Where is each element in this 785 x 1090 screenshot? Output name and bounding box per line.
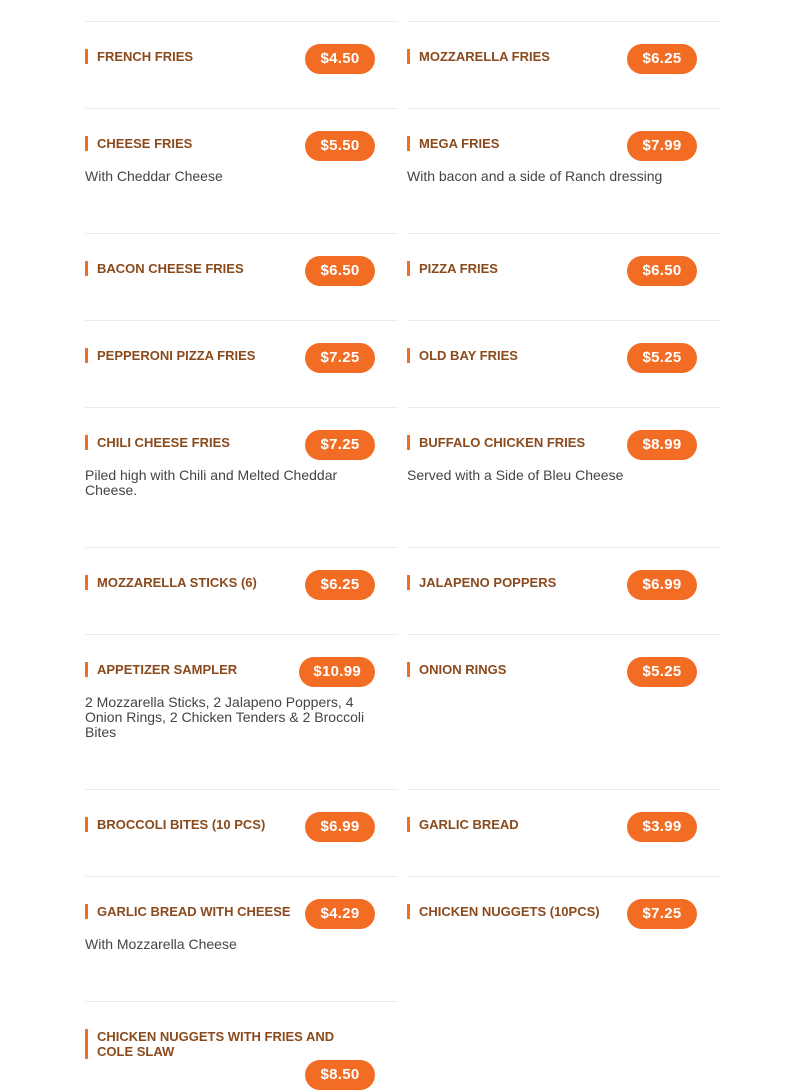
menu-item (85, 876, 398, 952)
item-name: APPETIZER SAMPLER (85, 662, 237, 677)
menu-item (85, 233, 398, 279)
item-name: MOZZARELLA STICKS (6) (85, 575, 257, 590)
item-price: $6.50 (305, 256, 375, 286)
menu-item (407, 320, 720, 366)
item-name: BACON CHEESE FRIES (85, 261, 244, 276)
menu-item (85, 320, 398, 366)
item-name: GARLIC BREAD (407, 817, 519, 832)
item-price: $4.50 (305, 44, 375, 74)
menu-item (85, 789, 398, 835)
item-name: PEPPERONI PIZZA FRIES (85, 348, 255, 363)
item-description: With Mozzarella Cheese (85, 936, 237, 952)
menu-item (407, 547, 720, 593)
menu-item (85, 1001, 398, 1083)
menu-item (85, 21, 398, 67)
item-price: $7.25 (305, 430, 375, 460)
menu-item (85, 634, 398, 740)
item-price: $6.25 (627, 44, 697, 74)
item-price: $7.99 (627, 131, 697, 161)
menu-item (407, 876, 720, 922)
item-name: OLD BAY FRIES (407, 348, 518, 363)
item-description: Piled high with Chili and Melted Cheddar Cheese. (85, 467, 338, 498)
menu-item (407, 233, 720, 279)
item-price: $5.50 (305, 131, 375, 161)
item-name: MOZZARELLA FRIES (407, 49, 550, 64)
item-price: $6.50 (627, 256, 697, 286)
menu-item (407, 108, 720, 184)
item-price: $5.25 (627, 343, 697, 373)
item-name: JALAPENO POPPERS (407, 575, 556, 590)
item-name: CHILI CHEESE FRIES (85, 435, 230, 450)
menu-item (407, 407, 720, 483)
item-description: Served with a Side of Bleu Cheese (407, 467, 624, 483)
item-price: $7.25 (627, 899, 697, 929)
item-name: CHICKEN NUGGETS (10PCS) (407, 904, 600, 919)
item-price: $7.25 (305, 343, 375, 373)
menu-item (407, 634, 720, 680)
item-price: $3.99 (627, 812, 697, 842)
item-name: CHICKEN NUGGETS WITH FRIES AND COLE SLAW (85, 1029, 362, 1059)
menu-item (85, 407, 398, 498)
item-name: PIZZA FRIES (407, 261, 498, 276)
item-price: $6.99 (305, 812, 375, 842)
item-name: FRENCH FRIES (85, 49, 193, 64)
item-name: BROCCOLI BITES (10 PCS) (85, 817, 265, 832)
item-description: 2 Mozzarella Sticks, 2 Jalapeno Poppers, 4 Onion Rings, 2 Chicken Tenders & 2 Broccoli Bites (85, 694, 365, 740)
item-name: CHEESE FRIES (85, 136, 192, 151)
item-price: $4.29 (305, 899, 375, 929)
menu-item (407, 789, 720, 835)
item-price: $8.99 (627, 430, 697, 460)
item-description: With Cheddar Cheese (85, 168, 223, 184)
item-price: $8.50 (305, 1060, 375, 1090)
item-name: GARLIC BREAD WITH CHEESE (85, 904, 291, 919)
menu-item (85, 547, 398, 593)
item-price: $5.25 (627, 657, 697, 687)
item-price: $6.25 (305, 570, 375, 600)
menu-item (407, 21, 720, 67)
item-name: BUFFALO CHICKEN FRIES (407, 435, 585, 450)
item-price: $6.99 (627, 570, 697, 600)
item-name: MEGA FRIES (407, 136, 499, 151)
item-name: ONION RINGS (407, 662, 506, 677)
menu-item (85, 108, 398, 184)
item-price: $10.99 (299, 657, 375, 687)
item-description: With bacon and a side of Ranch dressing (407, 168, 663, 184)
